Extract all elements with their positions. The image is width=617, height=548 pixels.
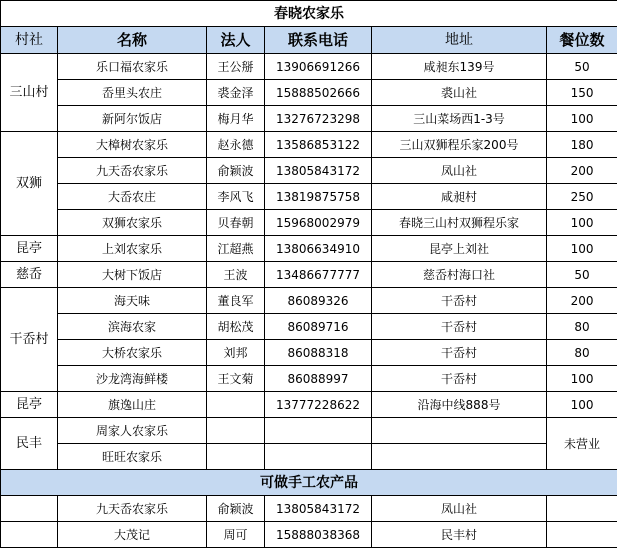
phone-cell: 15888502666 [265, 80, 372, 106]
address-cell: 沿海中线888号 [372, 392, 547, 418]
header-name: 名称 [58, 27, 207, 54]
table-title: 春晓农家乐 [1, 1, 617, 27]
seats-cell: 100 [547, 366, 617, 392]
subtitle-row [1, 470, 617, 496]
phone-cell [265, 444, 372, 470]
table-row [1, 132, 617, 158]
seats-cell [547, 496, 617, 522]
seats-cell: 180 [547, 132, 617, 158]
village-cell: 民丰 [1, 418, 58, 470]
phone-cell: 86089326 [265, 288, 372, 314]
table-row [1, 366, 617, 392]
address-cell: 咸昶村 [372, 184, 547, 210]
address-cell [372, 444, 547, 470]
seats-cell [547, 522, 617, 548]
table-row [1, 80, 617, 106]
owner-cell: 董良军 [207, 288, 265, 314]
table-row [1, 314, 617, 340]
phone-cell: 13819875758 [265, 184, 372, 210]
table-row [1, 236, 617, 262]
header-village: 村社 [1, 27, 58, 54]
phone-cell: 13805843172 [265, 158, 372, 184]
owner-cell [207, 392, 265, 418]
phone-cell: 15888038368 [265, 522, 372, 548]
table-row [1, 288, 617, 314]
owner-cell: 梅月华 [207, 106, 265, 132]
name-cell: 九天岙农家乐 [58, 496, 207, 522]
table-row [1, 158, 617, 184]
name-cell: 大岙农庄 [58, 184, 207, 210]
name-cell: 旺旺农家乐 [58, 444, 207, 470]
address-cell: 凤山社 [372, 496, 547, 522]
phone-cell: 13777228622 [265, 392, 372, 418]
address-cell: 咸昶东139号 [372, 54, 547, 80]
phone-cell: 13806634910 [265, 236, 372, 262]
header-seats: 餐位数 [547, 27, 617, 54]
address-cell: 干岙村 [372, 366, 547, 392]
phone-cell: 13586853122 [265, 132, 372, 158]
village-cell: 干岙村 [1, 288, 58, 392]
table-row [1, 522, 617, 548]
table-row [1, 340, 617, 366]
table-row [1, 418, 617, 444]
table-row [1, 106, 617, 132]
phone-cell: 13486677777 [265, 262, 372, 288]
address-cell: 干岙村 [372, 314, 547, 340]
seats-cell: 80 [547, 314, 617, 340]
address-cell: 三山菜场西1-3号 [372, 106, 547, 132]
address-cell: 三山双狮程乐家200号 [372, 132, 547, 158]
title-row [1, 1, 617, 27]
owner-cell: 王波 [207, 262, 265, 288]
address-cell: 凤山社 [372, 158, 547, 184]
table-row [1, 54, 617, 80]
address-cell: 民丰村 [372, 522, 547, 548]
name-cell: 新阿尔饭店 [58, 106, 207, 132]
owner-cell: 俞颖波 [207, 158, 265, 184]
name-cell: 大樟树农家乐 [58, 132, 207, 158]
village-cell: 慈岙 [1, 262, 58, 288]
address-cell [372, 418, 547, 444]
seats-cell: 100 [547, 236, 617, 262]
owner-cell: 王文菊 [207, 366, 265, 392]
name-cell: 沙龙湾海鲜楼 [58, 366, 207, 392]
seats-cell: 200 [547, 158, 617, 184]
phone-cell: 86088997 [265, 366, 372, 392]
owner-cell: 周可 [207, 522, 265, 548]
name-cell: 周家人农家乐 [58, 418, 207, 444]
owner-cell: 江超燕 [207, 236, 265, 262]
name-cell: 岙里头农庄 [58, 80, 207, 106]
seats-cell: 100 [547, 392, 617, 418]
name-cell: 双狮农家乐 [58, 210, 207, 236]
address-cell: 干岙村 [372, 340, 547, 366]
village-cell: 昆亭 [1, 236, 58, 262]
name-cell: 旗逸山庄 [58, 392, 207, 418]
owner-cell: 贝春朝 [207, 210, 265, 236]
table-row [1, 210, 617, 236]
name-cell: 海天味 [58, 288, 207, 314]
owner-cell: 王公掰 [207, 54, 265, 80]
owner-cell: 胡松茂 [207, 314, 265, 340]
owner-cell: 刘邦 [207, 340, 265, 366]
status-cell: 未营业 [547, 418, 617, 470]
header-address: 地址 [372, 27, 547, 54]
name-cell: 乐口福农家乐 [58, 54, 207, 80]
seats-cell: 80 [547, 340, 617, 366]
phone-cell [265, 418, 372, 444]
table-row [1, 262, 617, 288]
owner-cell: 裘金泽 [207, 80, 265, 106]
seats-cell: 100 [547, 210, 617, 236]
address-cell: 慈岙村海口社 [372, 262, 547, 288]
table-row [1, 184, 617, 210]
village-cell: 三山村 [1, 54, 58, 132]
header-owner: 法人 [207, 27, 265, 54]
village-cell [1, 522, 58, 548]
name-cell: 上刘农家乐 [58, 236, 207, 262]
phone-cell: 13276723298 [265, 106, 372, 132]
address-cell: 昆亭上刘社 [372, 236, 547, 262]
owner-cell: 李风飞 [207, 184, 265, 210]
seats-cell: 200 [547, 288, 617, 314]
owner-cell [207, 418, 265, 444]
owner-cell [207, 444, 265, 470]
phone-cell: 13805843172 [265, 496, 372, 522]
owner-cell: 赵永德 [207, 132, 265, 158]
phone-cell: 13906691266 [265, 54, 372, 80]
address-cell: 裘山社 [372, 80, 547, 106]
address-cell: 干岙村 [372, 288, 547, 314]
village-cell [1, 496, 58, 522]
seats-cell: 50 [547, 262, 617, 288]
seats-cell: 50 [547, 54, 617, 80]
name-cell: 九天岙农家乐 [58, 158, 207, 184]
table-row [1, 444, 617, 470]
name-cell: 大茂记 [58, 522, 207, 548]
products-subtitle: 可做手工农产品 [1, 470, 617, 496]
table-row [1, 392, 617, 418]
name-cell: 大树下饭店 [58, 262, 207, 288]
phone-cell: 86089716 [265, 314, 372, 340]
village-cell: 双狮 [1, 132, 58, 236]
table-row [1, 496, 617, 522]
name-cell: 大桥农家乐 [58, 340, 207, 366]
name-cell: 滨海农家 [58, 314, 207, 340]
seats-cell: 250 [547, 184, 617, 210]
seats-cell: 150 [547, 80, 617, 106]
header-phone: 联系电话 [265, 27, 372, 54]
village-cell: 昆亭 [1, 392, 58, 418]
address-cell: 春晓三山村双狮程乐家 [372, 210, 547, 236]
seats-cell: 100 [547, 106, 617, 132]
phone-cell: 86088318 [265, 340, 372, 366]
phone-cell: 15968002979 [265, 210, 372, 236]
header-row [1, 27, 617, 54]
owner-cell: 俞颖波 [207, 496, 265, 522]
